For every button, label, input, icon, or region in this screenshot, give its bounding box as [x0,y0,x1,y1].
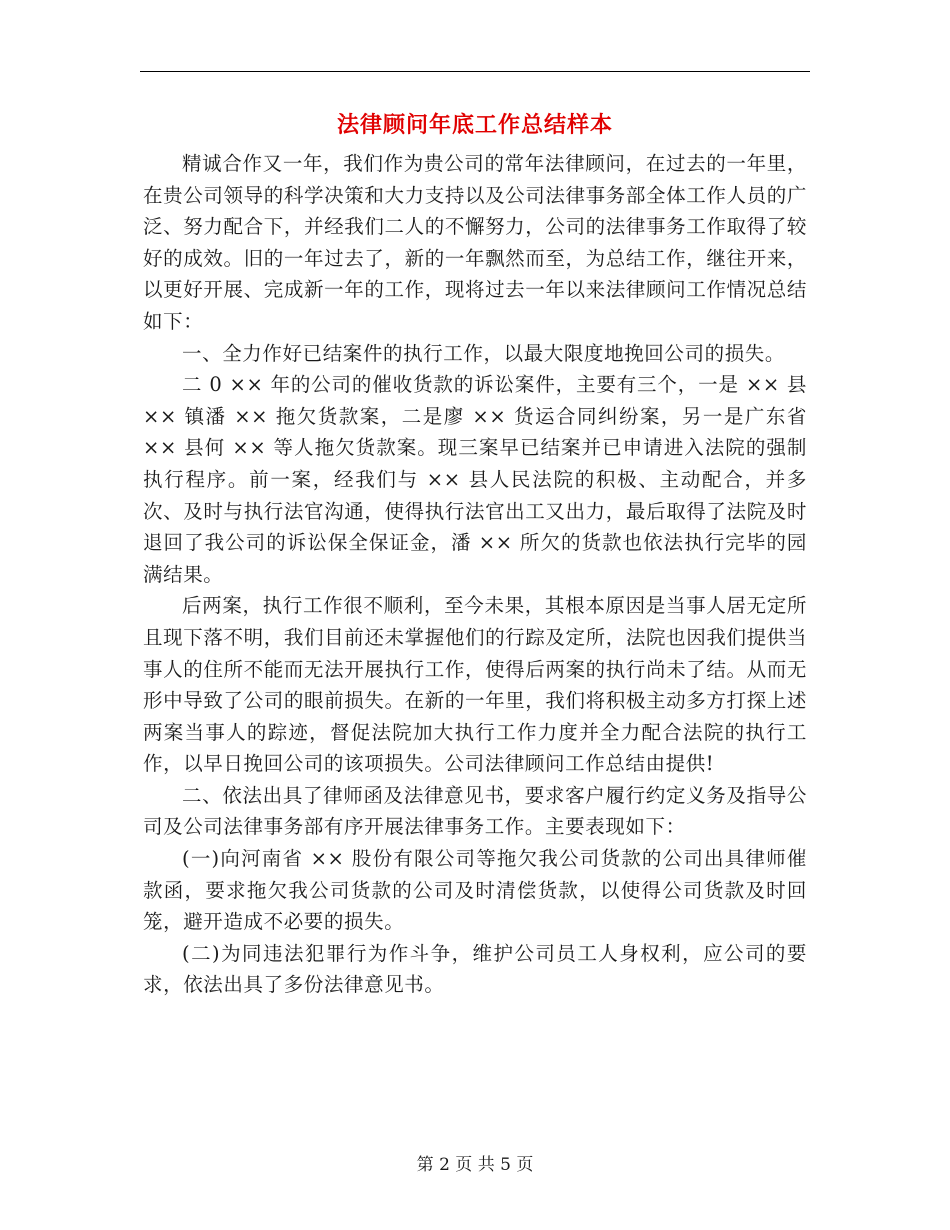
paragraph-section-two-heading: 二、依法出具了律师函及法律意见书，要求客户履行约定义务及指导公司及公司法律事务部有序开展法律事务工作。主要表现如下： [143,783,807,839]
paragraph-intro: 精诚合作又一年，我们作为贵公司的常年法律顾问，在过去的一年里，在贵公司领导的科学决策和大力支持以及公司法律事务部全体工作人员的广泛、努力配合下，并经我们二人的不懈努力，公司的法律事务工作取得了较好的成效。旧的一年过去了，新的一年飘然而至，为总结工作，继往开来，以更好开展、完成新一年的工作，现将过去一年以来法律顾问工作情况总结如下： [143,152,807,333]
document-body [143,148,807,1001]
paragraph-item-two: (二)为同违法犯罪行为作斗争，维护公司员工人身权利，应公司的要求，依法出具了多份法律意见书。 [143,941,807,997]
header-rule [140,71,810,72]
page-number: 第 2 页 共 5 页 [416,1155,534,1175]
paragraph-section-one-heading: 一、全力作好已结案件的执行工作，以最大限度地挽回公司的损失。 [182,341,786,365]
paragraph-item-one: (一)向河南省 ×× 股份有限公司等拖欠我公司货款的公司出具律师催款函，要求拖欠我公司货款的公司及时清偿货款，以使得公司货款及时回笼，避开造成不必要的损失。 [143,847,807,934]
document-title: 法律顾问年底工作总结样本 [336,112,613,138]
paragraph-cases: 二 0 ×× 年的公司的催收货款的诉讼案件，主要有三个，一是 ×× 县 ×× 镇潘 ×× 拖欠货款案，二是廖 ×× 货运合同纠纷案，另一是广东省 ×× 县何 ×× 等人拖欠货款案。现三案早已结案并已申请进入法院的强制执行程序。前一案，经我们与 ×× 县人民法院的积极、主动配合，并多次、及时与执行法官沟通，使得执行法官出工又出力，最后取得了法院及时退回了我公司的诉讼保全保证金，潘 ×× 所欠的货款也依法执行完毕的园满结果。 [143,373,807,586]
paragraph-remaining-cases: 后两案，执行工作很不顺利，至今未果，其根本原因是当事人居无定所且现下落不明，我们目前还未掌握他们的行踪及定所，法院也因我们提供当事人的住所不能而无法开展执行工作，使得后两案的执行尚未了结。从而无形中导致了公司的眼前损失。在新的一年里，我们将积极主动多方打探上述两案当事人的踪迹，督促法院加大执行工作力度并全力配合法院的执行工作，以早日挽回公司的该项损失。公司法律顾问工作总结由提供! [143,594,807,776]
